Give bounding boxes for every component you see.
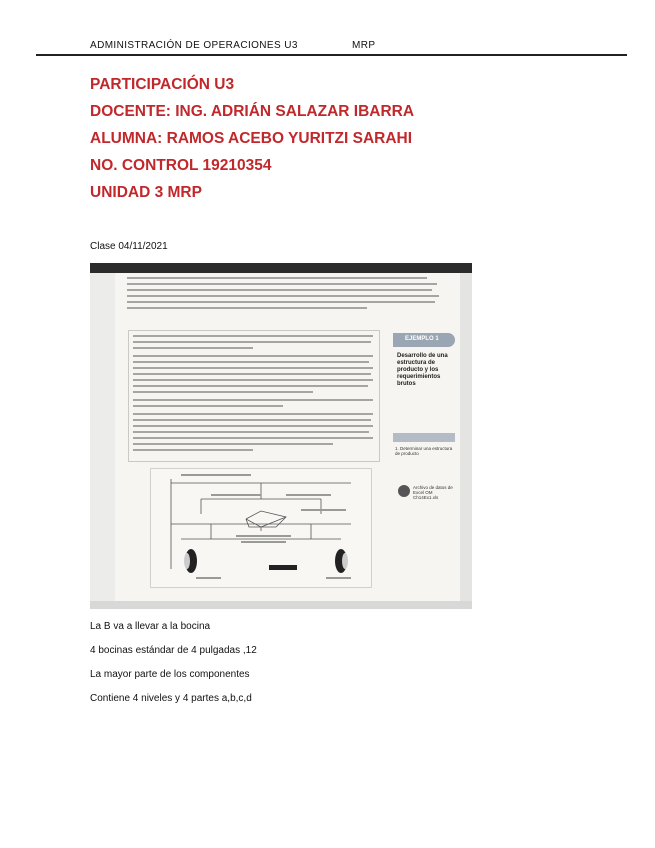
page-header	[90, 40, 376, 51]
title-unit: UNIDAD 3 MRP	[90, 184, 202, 201]
viewer-toolbar	[90, 263, 472, 273]
textbook-page	[115, 273, 460, 606]
title-control-number: NO. CONTROL 19210354	[90, 157, 272, 174]
product-structure-diagram	[150, 468, 372, 588]
header-course: ADMINISTRACIÓN DE OPERACIONES U3	[90, 40, 298, 51]
goal-text: 1. Determinar una estructura de producto	[395, 446, 453, 456]
header-rule	[36, 54, 627, 56]
example-badge-label: EJEMPLO 1	[405, 336, 439, 342]
title-participation: PARTICIPACIÓN U3	[90, 76, 235, 93]
note-2: 4 bocinas estándar de 4 pulgadas ,12	[90, 645, 257, 656]
sidebar-heading: Desarrollo de una estructura de producto y los requerimientos brutos	[397, 353, 448, 387]
header-topic: MRP	[352, 40, 376, 51]
note-3: La mayor parte de los componentes	[90, 669, 250, 680]
disc-icon	[398, 485, 410, 497]
disc-text: Archivo de datos de Excel OM Ch14Ex1.xls	[413, 485, 453, 500]
class-date: Clase 04/11/2021	[90, 241, 168, 252]
textbook-screenshot	[90, 263, 472, 609]
viewer-statusbar	[90, 601, 472, 609]
goal-bar	[393, 433, 455, 442]
title-teacher: DOCENTE: ING. ADRIÁN SALAZAR IBARRA	[90, 103, 415, 120]
diagram-drawing	[151, 469, 371, 587]
viewer-scrollbar	[460, 273, 472, 601]
note-1: La B va a llevar a la bocina	[90, 621, 211, 632]
title-student: ALUMNA: RAMOS ACEBO YURITZI SARAHI	[90, 130, 413, 147]
note-4: Contiene 4 niveles y 4 partes a,b,c,d	[90, 693, 252, 704]
example-badge	[393, 333, 455, 347]
